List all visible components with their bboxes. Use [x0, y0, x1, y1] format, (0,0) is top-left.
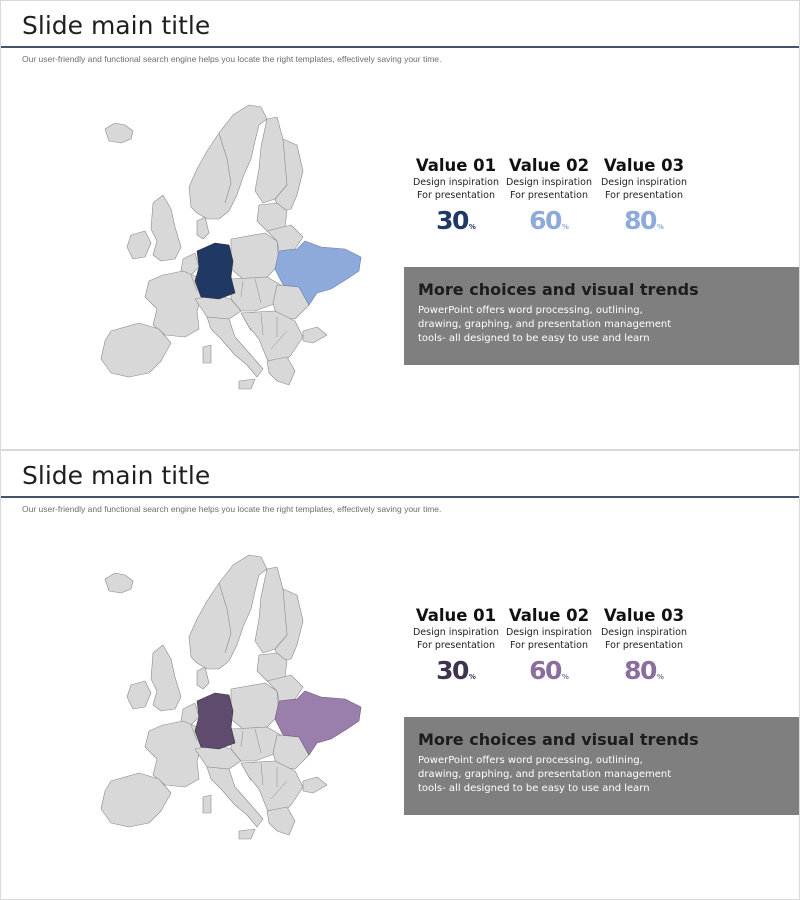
value-unit: % [561, 673, 569, 681]
value-heading: Value 03 [603, 606, 685, 625]
map-poland [231, 683, 279, 729]
value-line-1: Design inspiration [412, 627, 500, 638]
value-block-3 [594, 156, 694, 241]
value-block-1 [406, 606, 506, 691]
info-box-heading: More choices and visual trends [418, 280, 699, 299]
value-line-1: Design inspiration [412, 177, 500, 188]
map-baltics [257, 203, 287, 231]
title-rule [1, 46, 799, 48]
slide-title: Slide main title [22, 11, 211, 40]
value-heading: Value 03 [603, 156, 685, 175]
info-box-body: PowerPoint offers word processing, outlining, drawing, graphing, and presentation management tools- all designed to be easy to use and learn [418, 755, 672, 794]
info-box-heading: More choices and visual trends [418, 730, 699, 749]
slide-1[interactable] [1, 1, 799, 449]
value-line-1: Design inspiration [505, 627, 593, 638]
value-number [406, 657, 506, 691]
map-baltics [257, 653, 287, 681]
value-number-text: 30 [436, 656, 468, 685]
map-denmark [197, 217, 209, 239]
value-number [594, 657, 694, 691]
map-greece [267, 357, 295, 385]
info-box-body: PowerPoint offers word processing, outlining, drawing, graphing, and presentation management tools- all designed to be easy to use and learn [418, 305, 672, 344]
value-unit: % [468, 673, 476, 681]
value-block-2 [499, 156, 599, 241]
map-sardinia [203, 345, 211, 363]
value-number-text: 80 [624, 206, 656, 235]
title-rule [1, 496, 799, 498]
map-germany [195, 243, 235, 299]
map-turkey-edge [303, 327, 327, 343]
value-heading: Value 02 [508, 156, 590, 175]
map-scandinavia [189, 105, 267, 219]
slide-subtitle: Our user-friendly and functional search engine helps you locate the right templates, effectively saving your time. [22, 504, 442, 514]
value-heading: Value 01 [415, 606, 497, 625]
map-sardinia [203, 795, 211, 813]
value-number [499, 657, 599, 691]
value-number [594, 207, 694, 241]
value-line-2: For presentation [605, 640, 683, 651]
value-line-1: Design inspiration [600, 627, 688, 638]
value-block-2 [499, 606, 599, 691]
map-iberia [101, 773, 171, 827]
value-line-1: Design inspiration [600, 177, 688, 188]
value-unit: % [468, 223, 476, 231]
value-heading: Value 02 [508, 606, 590, 625]
slide-2[interactable] [1, 451, 799, 899]
map-sicily [239, 379, 255, 389]
value-unit: % [656, 223, 664, 231]
info-box [404, 717, 799, 815]
map-germany [195, 693, 235, 749]
value-number-text: 30 [436, 206, 468, 235]
value-block-3 [594, 606, 694, 691]
value-number-text: 60 [529, 206, 561, 235]
value-line-2: For presentation [417, 640, 495, 651]
map-scandinavia [189, 555, 267, 669]
map-iceland [105, 123, 133, 143]
map-sicily [239, 829, 255, 839]
value-number [499, 207, 599, 241]
map-iceland [105, 573, 133, 593]
map-poland [231, 233, 279, 279]
europe-map [91, 99, 366, 397]
slide-title: Slide main title [22, 461, 211, 490]
europe-map [91, 549, 366, 847]
value-number [406, 207, 506, 241]
value-number-text: 60 [529, 656, 561, 685]
value-unit: % [561, 223, 569, 231]
value-line-2: For presentation [605, 190, 683, 201]
value-line-2: For presentation [417, 190, 495, 201]
map-turkey-edge [303, 777, 327, 793]
value-line-1: Design inspiration [505, 177, 593, 188]
value-line-2: For presentation [510, 640, 588, 651]
value-unit: % [656, 673, 664, 681]
value-line-2: For presentation [510, 190, 588, 201]
map-uk [151, 645, 181, 711]
map-denmark [197, 667, 209, 689]
value-number-text: 80 [624, 656, 656, 685]
slide-subtitle: Our user-friendly and functional search engine helps you locate the right templates, effectively saving your time. [22, 54, 442, 64]
map-iberia [101, 323, 171, 377]
map-greece [267, 807, 295, 835]
value-block-1 [406, 156, 506, 241]
map-ireland [127, 231, 151, 259]
map-uk [151, 195, 181, 261]
map-ireland [127, 681, 151, 709]
value-heading: Value 01 [415, 156, 497, 175]
info-box [404, 267, 799, 365]
